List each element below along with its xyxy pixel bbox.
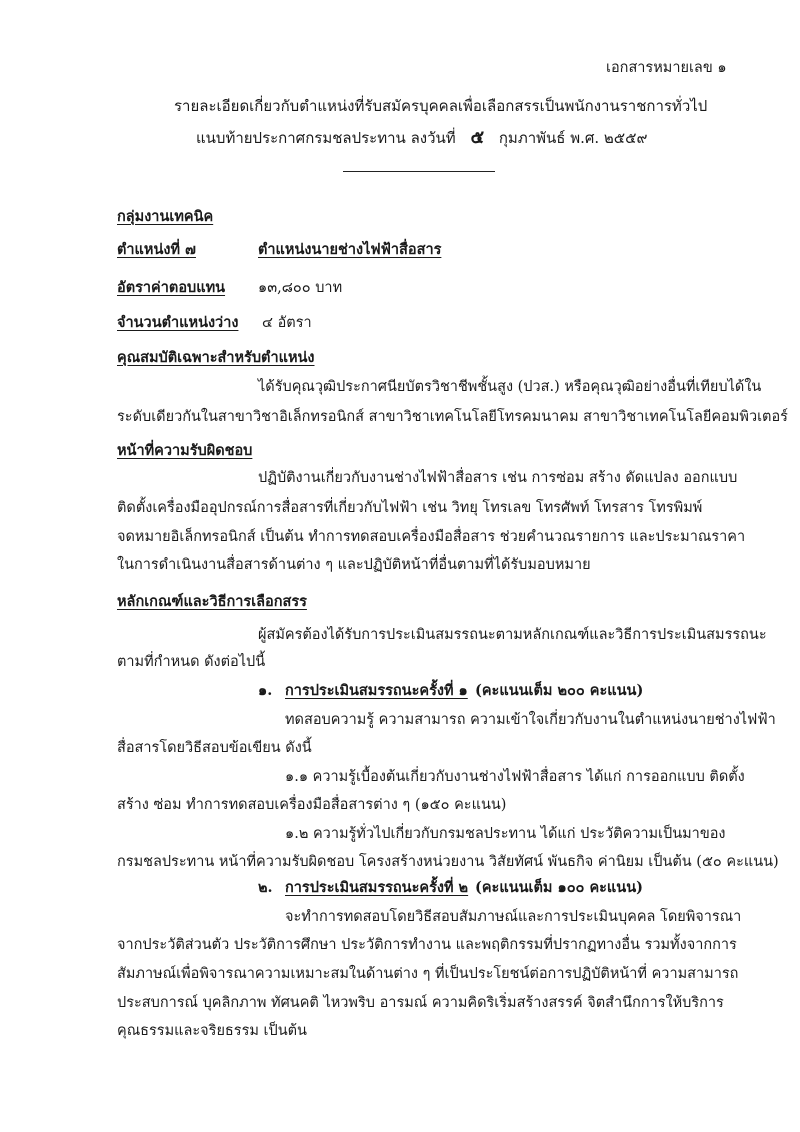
salary-value: ๑๓,๘๐๐ บาท [258, 280, 343, 296]
round2-description: คุณธรรมและจริยธรรม เป็นต้น [117, 1023, 307, 1039]
duties-text: ปฏิบัติงานเกี่ยวกับงานช่างไฟฟ้าสื่อสาร เช่น การซ่อม สร้าง ดัดแปลง ออกแบบ [258, 470, 738, 486]
duties-text: ในการดำเนินงานสื่อสารด้านต่าง ๆ และปฏิบัติหน้าที่อื่นตามที่ได้รับมอบหมาย [117, 557, 591, 573]
round1-description: ทดสอบความรู้ ความสามารถ ความเข้าใจเกี่ยวกับงานในตำแหน่งนายช่างไฟฟ้า [285, 712, 776, 728]
round1-item: ๑.๒ ความรู้ทั่วไปเกี่ยวกับกรมชลประทาน ได้แก่ ประวัติความเป็นมาของ [285, 826, 726, 842]
round1-item: กรมชลประทาน หน้าที่ความรับผิดชอบ โครงสร้างหน่วยงาน วิสัยทัศน์ พันธกิจ ค่านิยม เป็นต้น (๕๐ คะแนน) [117, 854, 779, 870]
round2-title: การประเมินสมรรถนะครั้งที่ ๒ [285, 879, 469, 896]
selection-intro: ตามที่กำหนด ดังต่อไปนี้ [117, 654, 266, 670]
duties-text: จดหมายอิเล็กทรอนิกส์ เป็นต้น ทำการทดสอบเครื่องมือสื่อสาร ช่วยคำนวณรายการ และประมาณราคา [117, 529, 746, 545]
round2-description: สัมภาษณ์เพื่อพิจารณาความเหมาะสมในด้านต่าง ๆ ที่เป็นประโยชน์ต่อการปฏิบัติหน้าที่ ความสามารถ [117, 966, 739, 982]
round1-item: ๑.๑ ความรู้เบื้องต้นเกี่ยวกับงานช่างไฟฟ้าสื่อสาร ได้แก่ การออกแบบ ติดตั้ง [285, 769, 745, 785]
round2-score: (คะแนนเต็ม ๑๐๐ คะแนน) [475, 879, 643, 896]
document-subtitle [196, 128, 647, 148]
duties-heading: หน้าที่ความรับผิดชอบ [117, 442, 253, 459]
round2-description: จากประวัติส่วนตัว ประวัติการศึกษา ประวัติการทำงาน และพฤติกรรมที่ปรากฏทางอื่น รวมทั้งจากการ [117, 937, 737, 953]
position-value: ตำแหน่งนายช่างไฟฟ้าสื่อสาร [258, 241, 442, 258]
qualifications-heading: คุณสมบัติเฉพาะสำหรับตำแหน่ง [117, 349, 315, 366]
selection-intro: ผู้สมัครต้องได้รับการประเมินสมรรถนะตามหลักเกณฑ์และวิธีการประเมินสมรรถนะ [258, 627, 767, 643]
group-heading: กลุ่มงานเทคนิค [117, 208, 214, 225]
vacancy-value: ๔ อัตรา [262, 315, 312, 331]
round1-item: สร้าง ซ่อม ทำการทดสอบเครื่องมือสื่อสารต่าง ๆ (๑๕๐ คะแนน) [117, 797, 507, 813]
round1-title: การประเมินสมรรถนะครั้งที่ ๑ [285, 682, 468, 699]
round2-description: จะทำการทดสอบโดยวิธีสอบสัมภาษณ์และการประเมินบุคคล โดยพิจารณา [285, 909, 742, 925]
vacancy-label: จำนวนตำแหน่งว่าง [117, 314, 239, 331]
selection-heading: หลักเกณฑ์และวิธีการเลือกสรร [117, 593, 307, 610]
round1-description: สื่อสารโดยวิธีสอบข้อเขียน ดังนี้ [117, 740, 312, 756]
document-title: รายละเอียดเกี่ยวกับตำแหน่งที่รับสมัครบุคคลเพื่อเลือกสรรเป็นพนักงานราชการทั่วไป [174, 97, 708, 115]
round2-number: ๒. [258, 879, 273, 896]
round2-description: ประสบการณ์ บุคลิกภาพ ทัศนคติ ไหวพริบ อารมณ์ ความคิดริเริ่มสร้างสรรค์ จิตสำนึกการให้บริการ [117, 995, 724, 1011]
position-label: ตำแหน่งที่ ๗ [117, 241, 196, 258]
duties-text: ติดตั้งเครื่องมืออุปกรณ์การสื่อสารที่เกี่ยวกับไฟฟ้า เช่น วิทยุ โทรเลข โทรศัพท์ โทรสาร โทรพิมพ์ [117, 500, 703, 516]
title-divider [343, 171, 495, 172]
announcement-day: ๕ [470, 127, 485, 148]
qualifications-text: ระดับเดียวกันในสาขาวิชาอิเล็กทรอนิกส์ สาขาวิชาเทคโนโลยีโทรคมนาคม สาขาวิชาเทคโนโลยีคอมพิวเตอร์ [117, 409, 788, 425]
round1-number: ๑. [258, 682, 273, 699]
qualifications-text: ได้รับคุณวุฒิประกาศนียบัตรวิชาชีพชั้นสูง (ปวส.) หรือคุณวุฒิอย่างอื่นที่เทียบได้ใน [258, 379, 762, 395]
announcement-date-suffix: กุมภาพันธ์ พ.ศ. ๒๕๕๙ [498, 129, 648, 147]
round1-score: (คะแนนเต็ม ๒๐๐ คะแนน) [475, 682, 644, 699]
announcement-date-prefix: แนบท้ายประกาศกรมชลประทาน ลงวันที่ [196, 129, 456, 147]
salary-label: อัตราค่าตอบแทน [117, 279, 226, 296]
document-number: เอกสารหมายเลข ๑ [606, 60, 727, 76]
